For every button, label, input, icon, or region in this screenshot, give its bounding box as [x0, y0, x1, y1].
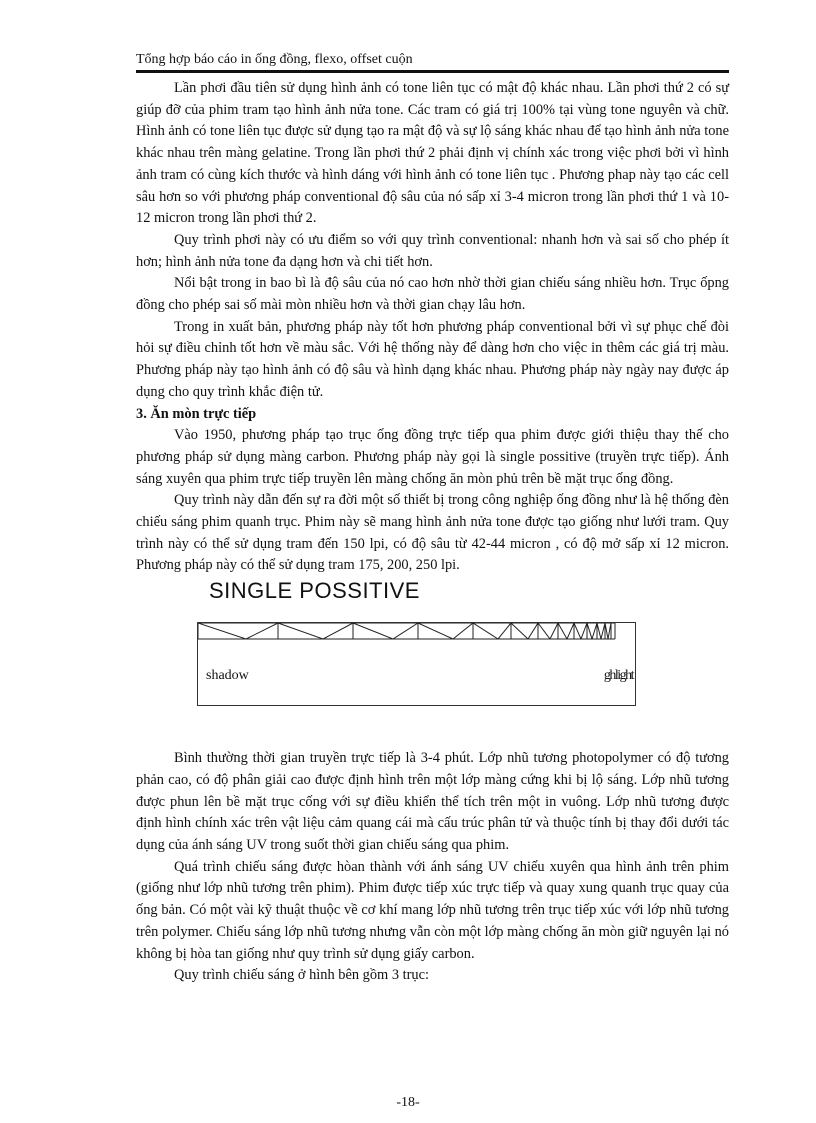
page-number: -18- [396, 1095, 420, 1110]
section-heading: 3. Ăn mòn trực tiếp [136, 405, 257, 422]
shadow-label: shadow [206, 668, 249, 684]
paragraph: Bình thường thời gian truyền trực tiếp là 3-4 phút. Lớp nhũ tương photopolymer có độ tương phản cao, có độ phân giải cao được định hình trên một lớp màng cứng khi bị lộ sáng. Lớp nhũ tương được phun lên bề mặt trục cống với sự điều khiển thể tích trên một in vuông. Lớp nhũ tương được định hình chính xác trên vật liệu cảm quang cái mà cấu trúc phân tử và thuộc tính bị thay đổi dưới tác dụng của ánh sáng UV trong suốt thời gian chiếu sáng qua phim. [136, 750, 729, 853]
single-possitive-figure [136, 580, 729, 748]
running-header: Tổng hợp báo cáo in ống đồng, flexo, offset cuộn [136, 52, 413, 67]
paragraph: Quy trình này dẫn đến sự ra đời một số thiết bị trong công nghiệp ống đồng như là hệ thống đèn chiếu sáng phim quanh trục. Phim này sẽ mang hình ảnh nửa tone được tạo giống như lưới tram. Quy trình này có thể sử dụng tram đến 150 lpi, có độ sâu từ 42-44 micron , có độ mở sấp xỉ 12 micron. Phương pháp này có thể sử dụng tram 175, 200, 250 lpi. [136, 492, 729, 574]
paragraph: Nổi bật trong in bao bì là độ sâu của nó cao hơn nhờ thời gian chiếu sáng nhiều hơn. Trục ốpng đồng cho phép sai số mài mòn nhiều hơn và thời gian chạy lâu hơn. [136, 275, 729, 314]
paragraph: Quá trình chiếu sáng được hòan thành với ánh sáng UV chiếu xuyên qua hình ảnh trên phim (giống như lớp nhũ tương trên phim). Phim được tiếp xúc trực tiếp và quay xung quanh trục quay của ống bản. Có một vài kỹ thuật thuộc về cơ khí mang lớp nhũ tương trên trục tiếp xúc với lớp nhũ tương trên polymer. Chiếu sáng lớp nhũ tương nhưng vẫn còn một lớp màng chống ăn mòn giữ nguyên lại nó không bị hòa tan giống như quy trình sử dụng giấy carbon. [136, 858, 729, 962]
paragraph: Vào 1950, phương pháp tạo trục ống đồng trực tiếp qua phim được giới thiệu thay thế cho phương pháp sử dụng màng carbon. Phương pháp này gọi là single possitive (truyền trực tiếp). Ánh sáng xuyên qua phim trực tiếp truyền lên màng chống ăn mòn phủ trên bề mặt trục ống đồng. [136, 427, 729, 487]
header-rule [136, 70, 729, 73]
figure-box [197, 622, 636, 706]
paragraph: Quy trình chiếu sáng ở hình bên gồm 3 trục: [174, 967, 430, 984]
paragraph: Trong in xuất bản, phương pháp này tốt hơn phương pháp conventional bởi vì sự phục chế đòi hỏi sự điều chỉnh tốt hơn về màu sắc. Với hệ thống này để dàng hơn cho việc in thêm các giá trị màu. Phương pháp này tạo hình ảnh có độ sâu và hình dạng khác nhau. Phương pháp này ngày nay được áp dụng cho quy trình khắc điện tử. [136, 318, 729, 400]
page-body [136, 78, 729, 987]
paragraph: Lần phơi đầu tiên sử dụng hình ảnh có tone liên tục có mật độ khác nhau. Lần phơi thứ 2 có sự giúp đỡ của phim tram tạo hình ảnh nửa tone. Các tram có giá trị 100% tại vùng tone nguyên và chữ. Hình ảnh có tone liên tục được sử dụng tạo ra mật độ và sự lộ sáng khác nhau để tạo hình ảnh nửa tone khác nhau trên màng gelatine. Trong lần phơi thứ 2 phải định vị chính xác trong việc phơi bởi vì hình ảnh tram có cùng kích thước và hình dáng với hình ảnh có tone liên tục . Phương phap này tạo các cell sâu hơn so với phương pháp conventional độ sâu của nó sấp xỉ 3-4 micron trong lần phơi thứ 1 và 10-12 micron trong lần phơi thứ 2. [136, 80, 729, 227]
cell-profile-diagram [198, 623, 635, 705]
highlight-label: ghlight [603, 668, 633, 684]
figure-title: SINGLE POSSITIVE [209, 578, 420, 604]
lower-body [136, 748, 729, 987]
paragraph: Quy trình phơi này có ưu điểm so với quy trình conventional: nhanh hơn và sai số cho phép ít hơn; hình ảnh nửa tone đa dạng hơn và chi tiết hơn. [136, 231, 729, 270]
